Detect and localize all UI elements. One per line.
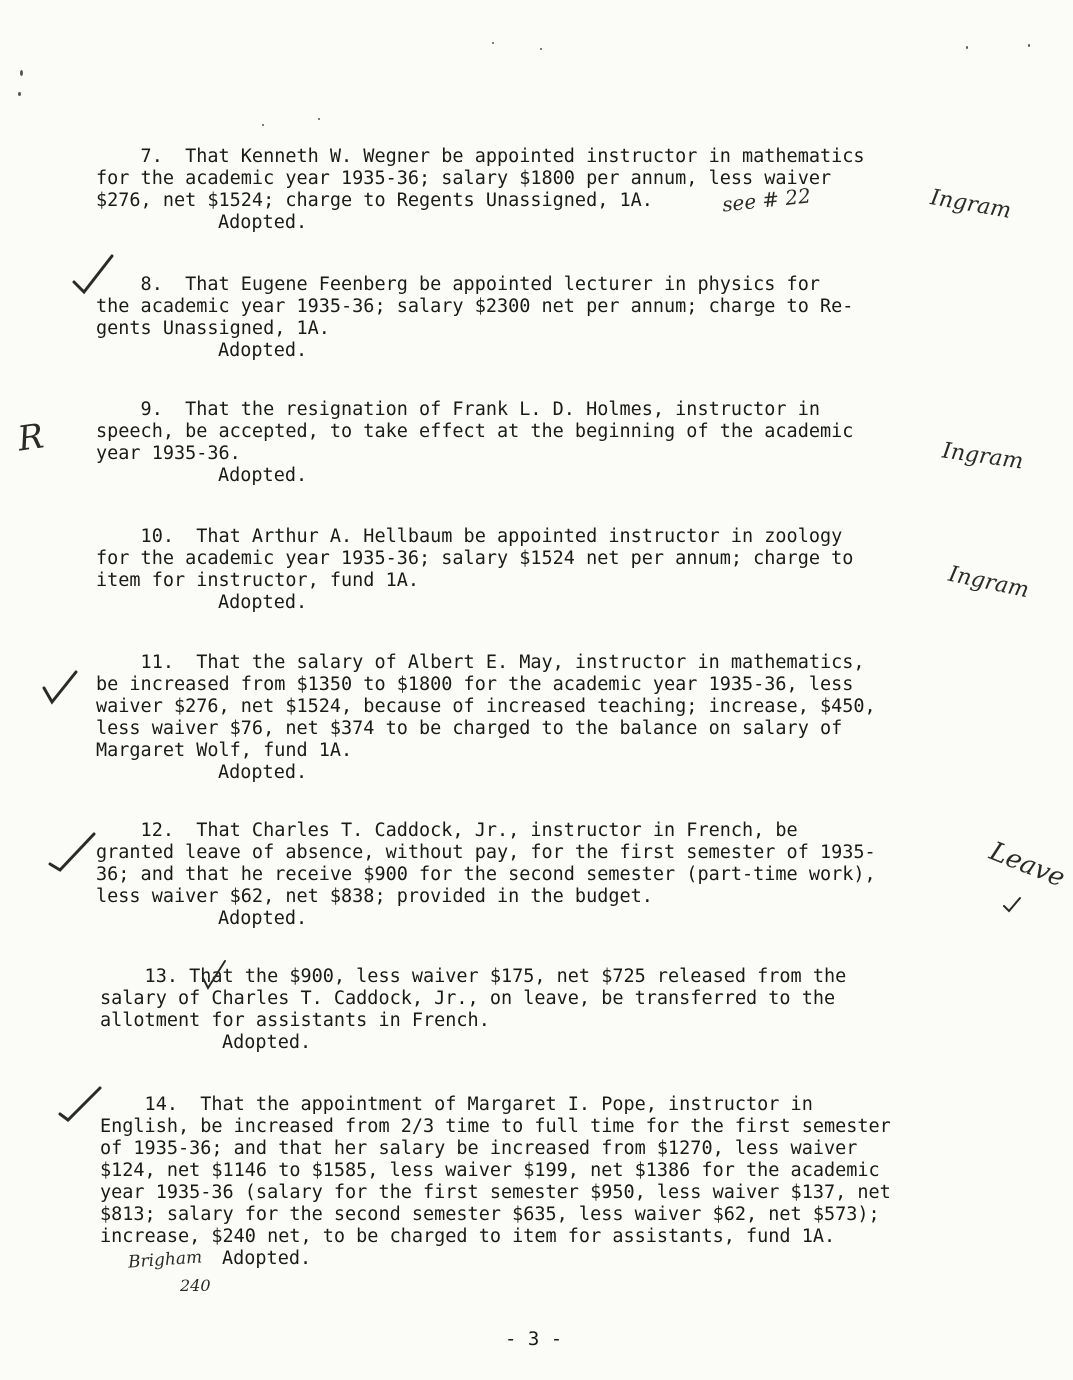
resolution-item-7 <box>96 146 996 234</box>
page-number: - 3 - <box>505 1328 563 1350</box>
item-line: year 1935-36. <box>96 443 241 464</box>
item-line: 11. That the salary of Albert E. May, instructor in mathematics, <box>96 652 865 673</box>
scan-speck <box>20 70 23 76</box>
item-line: gents Unassigned, 1A. <box>96 318 330 339</box>
item-line: 12. That Charles T. Caddock, Jr., instructor in French, be <box>96 820 798 841</box>
handwritten-r-mark: R <box>15 416 47 460</box>
handwritten-leave: Leave <box>985 836 1070 894</box>
handwritten-brigham: Brigham <box>127 1247 203 1273</box>
adopted-status: Adopted. <box>218 908 308 929</box>
item-line: waiver $276, net $1524, because of increased teaching; increase, $450, <box>96 696 876 717</box>
item-line: year 1935-36 (salary for the first semester $950, less waiver $137, net <box>100 1182 891 1203</box>
resolution-item-14 <box>100 1094 1000 1273</box>
check-mark-icon <box>200 958 228 992</box>
adopted-status: Adopted. <box>218 762 308 783</box>
item-line: less waiver $62, net $838; provided in the budget. <box>96 886 653 907</box>
adopted-status: Adopted. <box>218 465 308 486</box>
item-line: 9. That the resignation of Frank L. D. Holmes, instructor in <box>96 399 820 420</box>
item-line: granted leave of absence, without pay, for the first semester of 1935- <box>96 842 876 863</box>
handwritten-ingram: Ingram <box>946 561 1032 604</box>
scan-speck <box>18 92 21 96</box>
adopted-status: Adopted. <box>222 1248 312 1269</box>
resolution-item-13 <box>100 966 1000 1054</box>
check-mark-icon <box>56 1084 104 1124</box>
item-line: for the academic year 1935-36; salary $1524 net per annum; charge to <box>96 548 854 569</box>
check-mark-icon <box>70 252 116 298</box>
scan-speck <box>492 42 494 44</box>
item-line: salary of Charles T. Caddock, Jr., on leave, be transferred to the <box>100 988 836 1009</box>
resolution-item-12 <box>96 820 996 930</box>
adopted-status: Adopted. <box>218 592 308 613</box>
handwritten-ingram: Ingram <box>940 438 1025 475</box>
item-line: Margaret Wolf, fund 1A. <box>96 740 353 761</box>
scan-speck <box>262 124 264 126</box>
resolution-item-9 <box>96 399 996 487</box>
adopted-status: Adopted. <box>218 212 308 233</box>
scan-speck <box>966 46 968 49</box>
handwritten-240: 240 <box>180 1276 211 1295</box>
resolution-item-11 <box>96 652 996 784</box>
resolution-item-10 <box>96 526 996 614</box>
item-line: 36; and that he receive $900 for the second semester (part-time work), <box>96 864 876 885</box>
item-line: 10. That Arthur A. Hellbaum be appointed instructor in zoology <box>96 526 843 547</box>
item-line: $276, net $1524; charge to Regents Unassigned, 1A. <box>96 190 653 211</box>
item-line: the academic year 1935-36; salary $2300 net per annum; charge to Re- <box>96 296 854 317</box>
item-line: 14. That the appointment of Margaret I. Pope, instructor in <box>100 1094 813 1115</box>
scan-speck <box>1028 44 1030 47</box>
item-line: for the academic year 1935-36; salary $1800 per annum, less waiver <box>96 168 832 189</box>
item-line: allotment for assistants in French. <box>100 1010 490 1031</box>
item-line: be increased from $1350 to $1800 for the academic year 1935-36, less <box>96 674 854 695</box>
adopted-status: Adopted. <box>218 340 308 361</box>
item-line: 7. That Kenneth W. Wegner be appointed instructor in mathematics <box>96 146 865 167</box>
item-line: less waiver $76, net $374 to be charged to the balance on salary of <box>96 718 843 739</box>
scan-speck <box>318 118 320 120</box>
item-line: 8. That Eugene Feenberg be appointed lecturer in physics for <box>96 274 820 295</box>
handwritten-see-reference: see # 22 <box>720 183 812 217</box>
item-line: of 1935-36; and that her salary be increased from $1270, less waiver <box>100 1138 858 1159</box>
item-line: 13. That the $900, less waiver $175, net $725 released from the <box>100 966 847 987</box>
adopted-status: Adopted. <box>222 1032 312 1053</box>
item-line: $813; salary for the second semester $635, less waiver $62, net $573); <box>100 1204 880 1225</box>
item-line: $124, net $1146 to $1585, less waiver $199, net $1386 for the academic <box>100 1160 880 1181</box>
item-line: increase, $240 net, to be charged to item for assistants, fund 1A. <box>100 1226 836 1247</box>
check-mark-icon <box>1002 896 1022 914</box>
check-mark-icon <box>40 668 80 708</box>
scan-speck <box>540 48 542 50</box>
resolution-item-8 <box>96 274 996 362</box>
item-line: English, be increased from 2/3 time to full time for the first semester <box>100 1116 891 1137</box>
item-line: speech, be accepted, to take effect at the beginning of the academic <box>96 421 854 442</box>
check-mark-icon <box>46 830 98 874</box>
item-line: item for instructor, fund 1A. <box>96 570 420 591</box>
handwritten-ingram: Ingram <box>928 185 1013 224</box>
